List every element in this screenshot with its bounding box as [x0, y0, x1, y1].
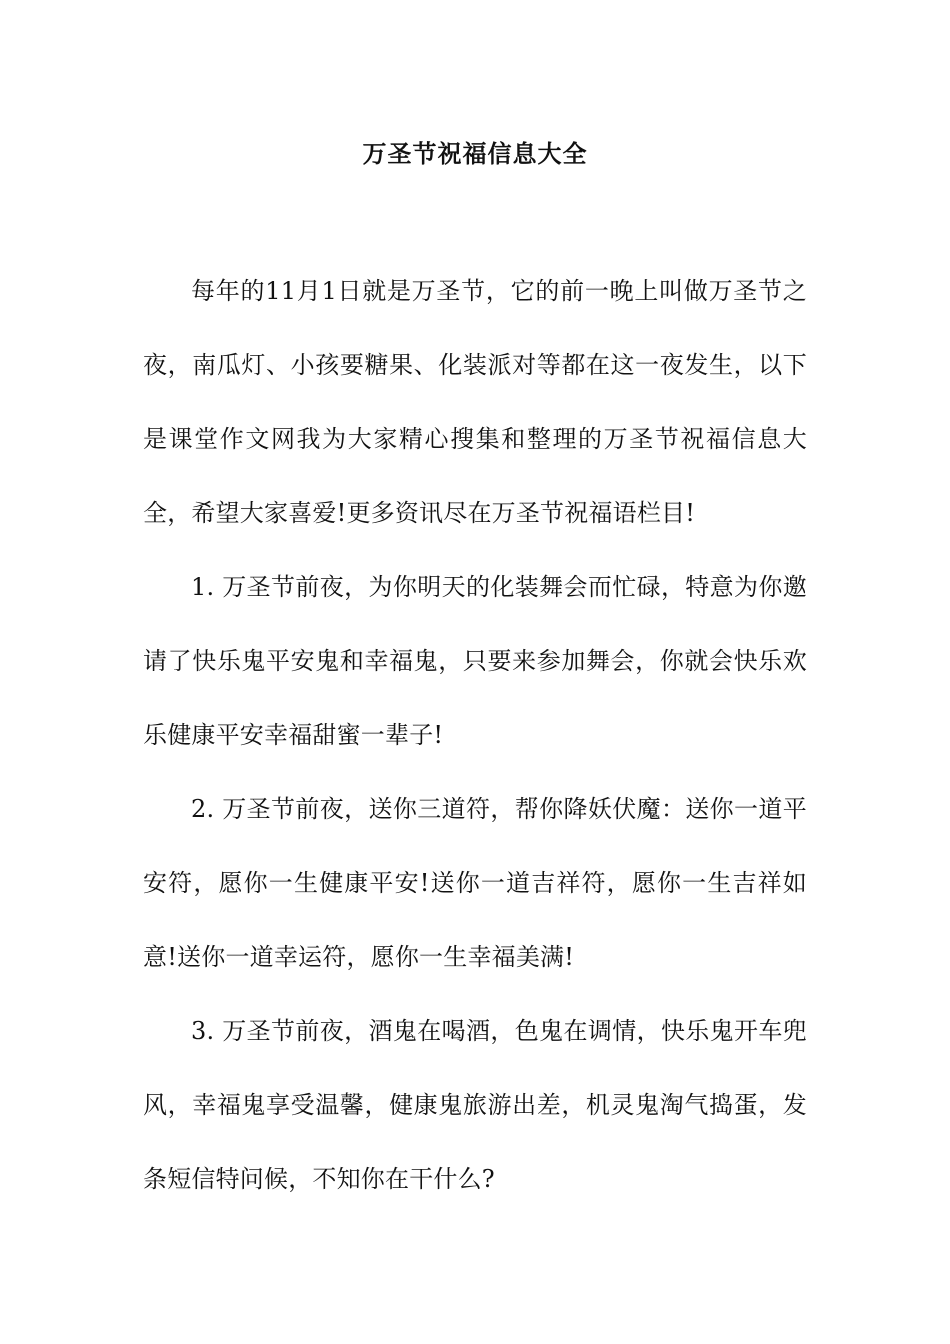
document-title: 万圣节祝福信息大全	[362, 139, 588, 168]
document-body	[143, 254, 807, 1216]
paragraph-item-2: 2. 万圣节前夜，送你三道符，帮你降妖伏魔：送你一道平安符，愿你一生健康平安!送你一道吉祥符，愿你一生吉祥如意!送你一道幸运符，愿你一生幸福美满!	[143, 795, 807, 971]
paragraph-item-1: 1. 万圣节前夜，为你明天的化装舞会而忙碌，特意为你邀请了快乐鬼平安鬼和幸福鬼，只要来参加舞会，你就会快乐欢乐健康平安幸福甜蜜一辈子!	[143, 573, 807, 749]
paragraph-item-3: 3. 万圣节前夜，酒鬼在喝酒，色鬼在调情，快乐鬼开车兜风，幸福鬼享受温馨，健康鬼旅游出差，机灵鬼淘气捣蛋，发条短信特问候，不知你在干什么?	[143, 1017, 807, 1193]
paragraph-intro: 每年的11月1日就是万圣节，它的前一晚上叫做万圣节之夜，南瓜灯、小孩要糖果、化装派对等都在这一夜发生，以下是课堂作文网我为大家精心搜集和整理的万圣节祝福信息大全，希望大家喜爱!更多资讯尽在万圣节祝福语栏目!	[143, 277, 807, 527]
